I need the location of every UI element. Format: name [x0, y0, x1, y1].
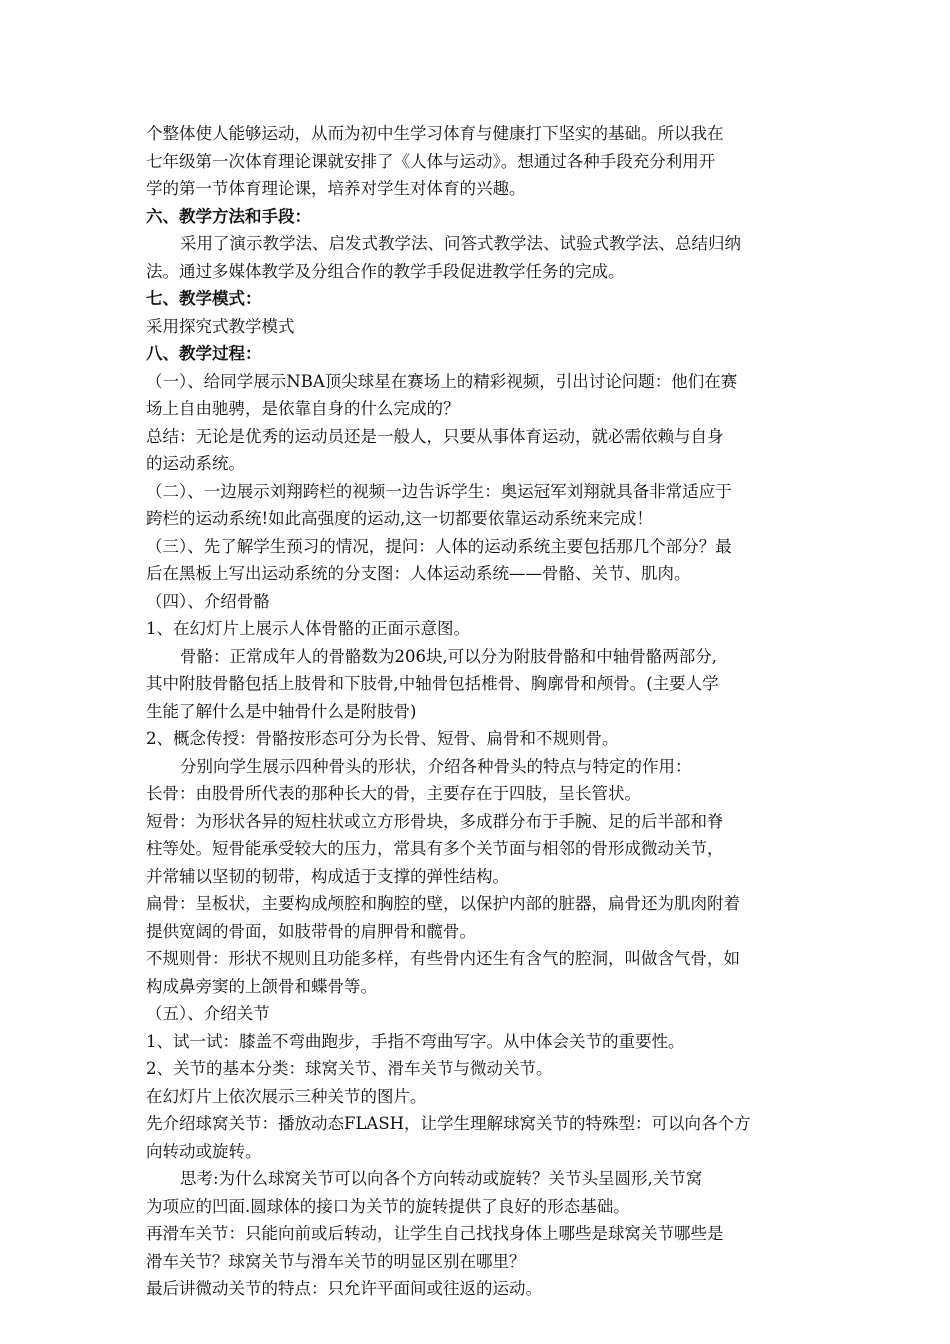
- text-line: 的运动系统。: [146, 454, 245, 473]
- text-line: 2、关节的基本分类：球窝关节、滑车关节与微动关节。: [146, 1059, 553, 1078]
- text-line: 骨骼：正常成年人的骨骼数为206块,可以分为附肢骨骼和中轴骨骼两部分,: [180, 646, 717, 666]
- text-line: 柱等处。短骨能承受较大的压力，常具有多个关节面与相邻的骨形成微动关节，: [146, 839, 724, 858]
- text-line: 场上自由驰骋，是依靠自身的什么完成的？: [146, 399, 460, 418]
- text-line: 长骨：由股骨所代表的那种长大的骨，主要存在于四肢，呈长管状。: [146, 784, 641, 803]
- text-line: 分别向学生展示四种骨头的形状，介绍各种骨头的特点与特定的作用：: [180, 756, 692, 776]
- section-heading: 七、教学模式：: [146, 289, 262, 308]
- text-line: 不规则骨：形状不规则且功能多样，有些骨内还生有含气的腔洞，叫做含气骨，如: [146, 949, 740, 968]
- text-line: 在幻灯片上依次展示三种关节的图片。: [146, 1086, 427, 1106]
- text-line: 1、试一试：膝盖不弯曲跑步，手指不弯曲写字。从中体会关节的重要性。: [146, 1031, 685, 1051]
- text-line: 2、概念传授：骨骼按形态可分为长骨、短骨、扁骨和不规则骨。: [146, 729, 619, 748]
- text-line: 个整体使人能够运动，从而为初中生学习体育与健康打下坚实的基础。所以我在: [146, 124, 724, 143]
- text-line: 先介绍球窝关节：播放动态FLASH，让学生理解球窝关节的特殊型：可以向各个方: [146, 1114, 751, 1133]
- text-line: （四）、介绍骨骼: [146, 591, 270, 611]
- text-line: 提供宽阔的骨面，如肢带骨的肩胛骨和髋骨。: [146, 921, 476, 941]
- text-line: （二）、一边展示刘翔跨栏的视频一边告诉学生：奥运冠军刘翔就具备非常适应于: [146, 481, 732, 501]
- text-line: 思考:为什么球窝关节可以向各个方向转动或旋转？关节头呈圆形,关节窝: [180, 1169, 703, 1188]
- text-line: 其中附肢骨骼包括上肢骨和下肢骨,中轴骨包括椎骨、胸廓骨和颅骨。(主要人学: [146, 674, 719, 693]
- section-heading: 八、教学过程：: [146, 344, 262, 363]
- text-line: 学的第一节体育理论课，培养对学生对体育的兴趣。: [146, 179, 526, 198]
- text-line: 生能了解什么是中轴骨什么是附肢骨): [146, 701, 417, 721]
- text-line: 并常辅以坚韧的韧带，构成适于支撑的弹性结构。: [146, 866, 509, 886]
- text-line: 构成鼻旁窦的上颌骨和蝶骨等。: [146, 976, 377, 996]
- text-line: 为项应的凹面.圆球体的接口为关节的旋转提供了良好的形态基础。: [146, 1196, 630, 1216]
- text-line: （一）、给同学展示NBA顶尖球星在赛场上的精彩视频，引出讨论问题：他们在赛: [146, 371, 738, 391]
- text-line: （三）、先了解学生预习的情况，提问：人体的运动系统主要包括那几个部分？最: [146, 536, 732, 556]
- text-line: 跨栏的运动系统!如此高强度的运动,这一切都要依靠运动系统来完成！: [146, 509, 653, 528]
- text-line: 扁骨：呈板状，主要构成颅腔和胸腔的壁，以保护内部的脏器，扁骨还为肌肉附着: [146, 894, 740, 913]
- text-line: （五）、介绍关节: [146, 1004, 270, 1023]
- text-line: 七年级第一次体育理论课就安排了《人体与运动》。想通过各种手段充分利用开: [146, 151, 716, 171]
- text-line: 采用探究式教学模式: [146, 316, 295, 336]
- text-line: 采用了演示教学法、启发式教学法、问答式教学法、试验式教学法、总结归纳: [180, 234, 741, 253]
- text-line: 向转动或旋转。: [146, 1141, 262, 1161]
- text-line: 法。通过多媒体教学及分组合作的教学手段促进教学任务的完成。: [146, 261, 625, 281]
- text-line: 1、在幻灯片上展示人体骨骼的正面示意图。: [146, 619, 470, 638]
- document-body: [146, 120, 810, 1303]
- text-line: 总结：无论是优秀的运动员还是一般人，只要从事体育运动，就必需依赖与自身: [146, 426, 724, 446]
- text-line: 短骨：为形状各异的短柱状或立方形骨块，多成群分布于手腕、足的后半部和脊: [146, 811, 724, 831]
- text-line: 滑车关节？球窝关节与滑车关节的明显区别在哪里？: [146, 1251, 526, 1271]
- section-heading: 六、教学方法和手段：: [146, 206, 311, 226]
- text-line: 最后讲微动关节的特点：只允许平面间或往返的运动。: [146, 1279, 542, 1298]
- text-line: 再滑车关节：只能向前或后转动，让学生自己找找身体上哪些是球窝关节哪些是: [146, 1224, 724, 1243]
- text-line: 后在黑板上写出运动系统的分支图：人体运动系统——骨骼、关节、肌肉。: [146, 564, 691, 583]
